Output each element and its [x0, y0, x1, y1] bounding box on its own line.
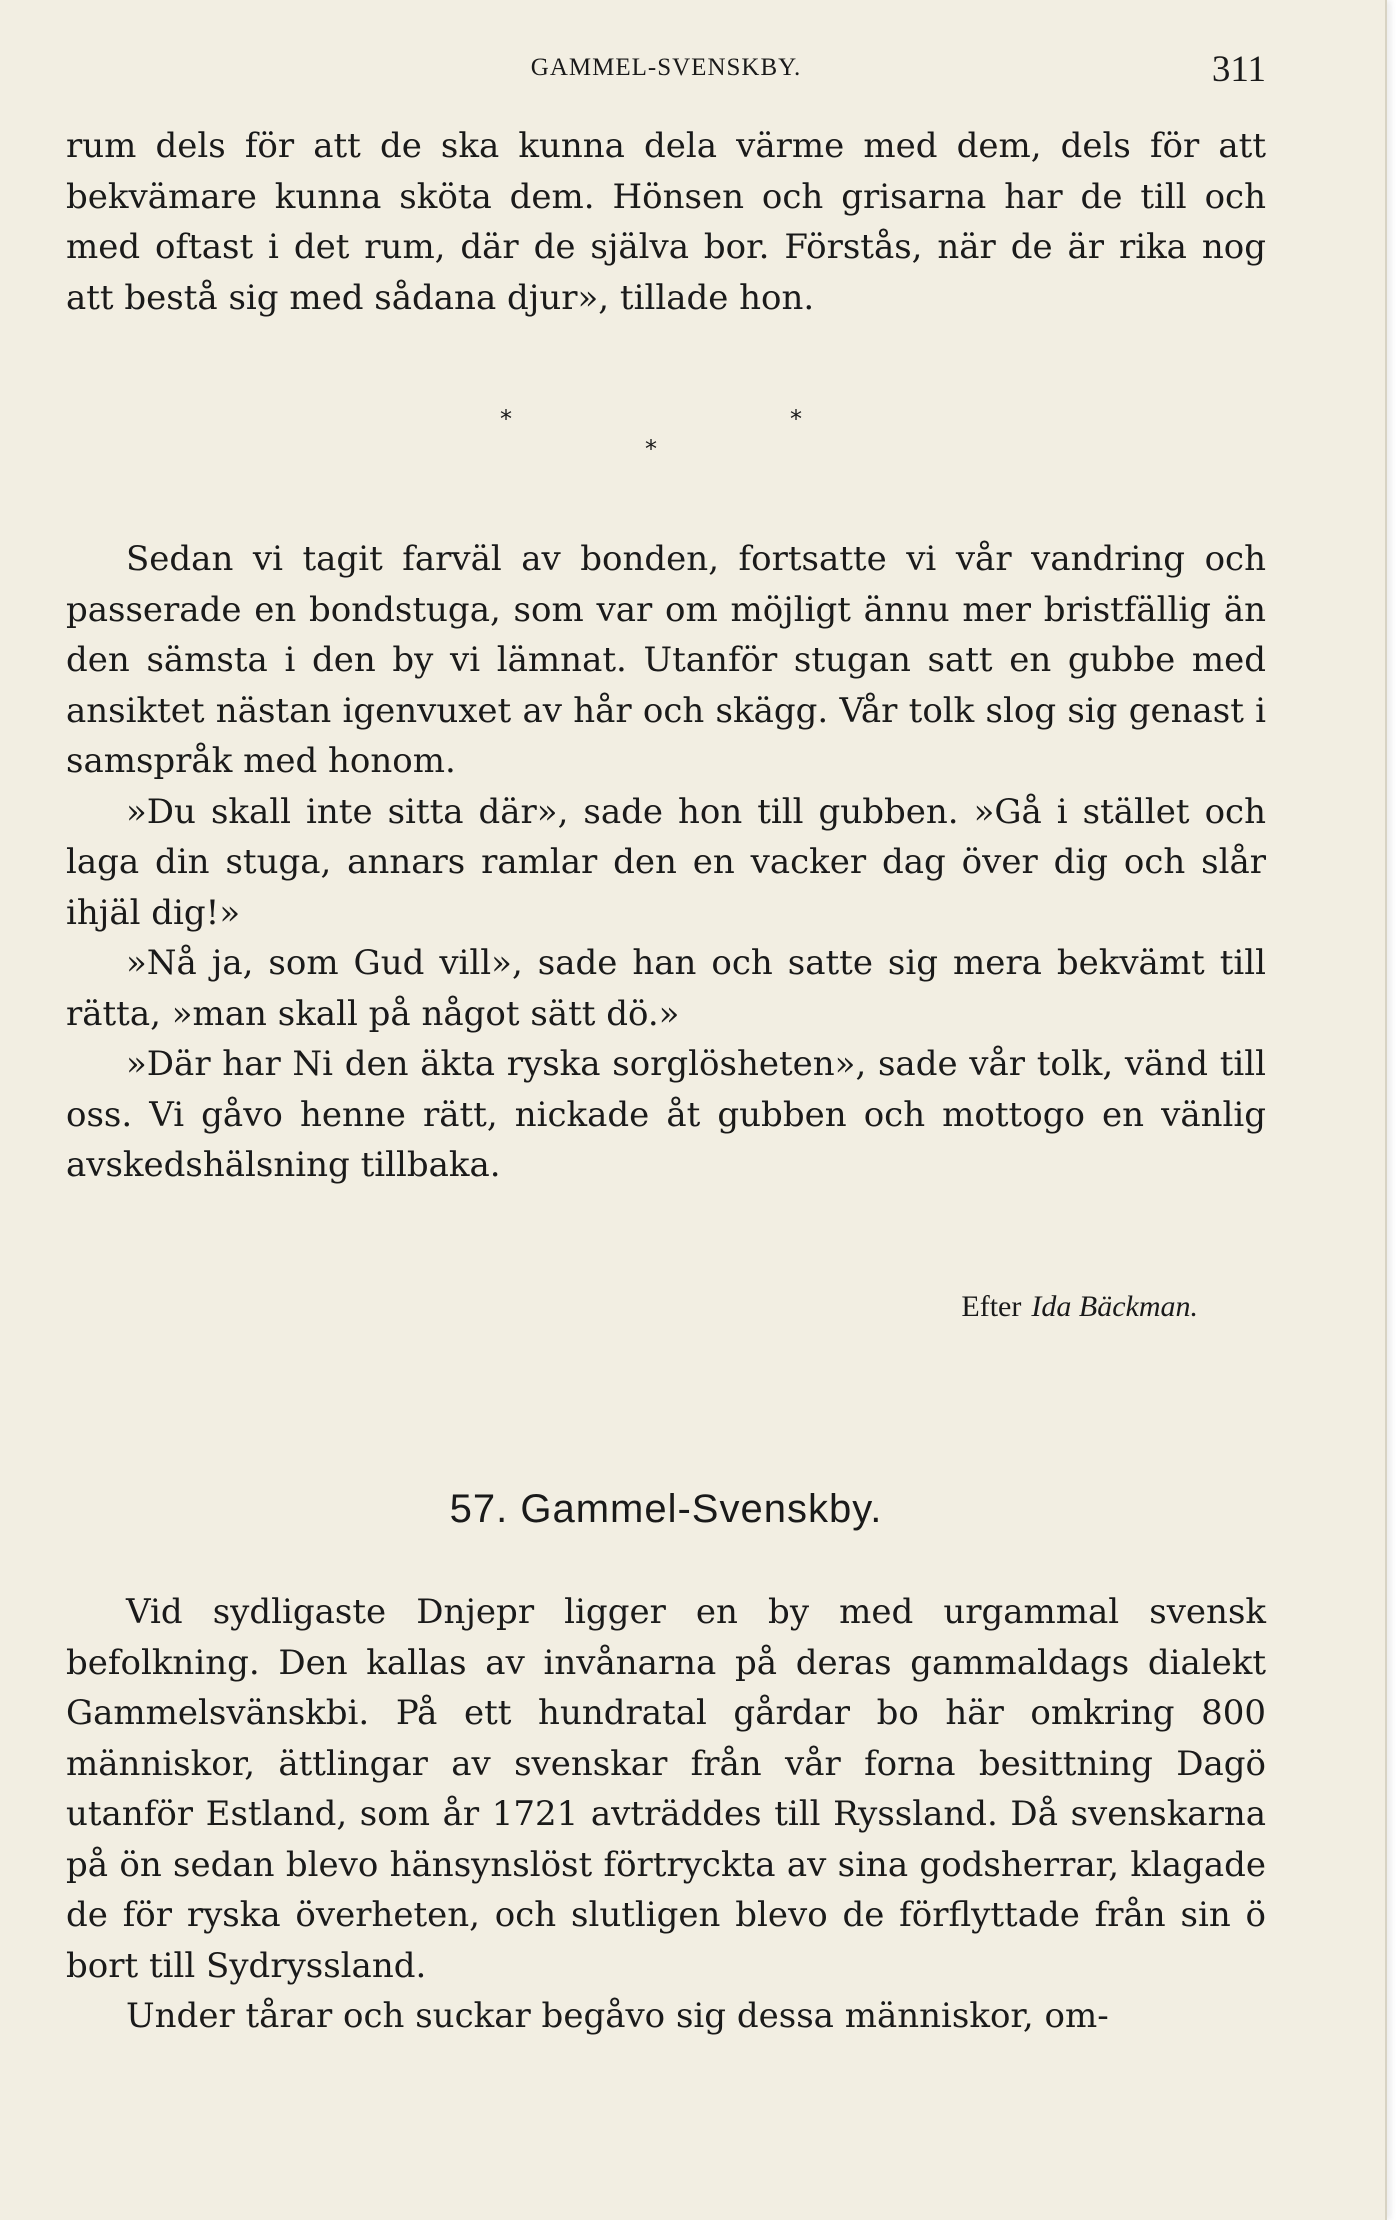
chapter-heading: 57. Gammel-Svenskby. — [449, 1487, 883, 1531]
story-text-block — [66, 534, 1266, 1191]
chapter-text-block — [66, 1587, 1266, 2042]
paragraph: »Där har Ni den äkta ryska sorglösheten», sade vår tolk, vänd till oss. Vi gåvo henne rätt, nickade åt gubben och mottogo en vänlig avskedshälsning tillbaka. — [66, 1044, 1266, 1185]
attribution — [961, 1290, 1198, 1324]
asterisk-ornament: * — [500, 405, 512, 433]
paragraph: »Du skall inte sitta där», sade hon till gubben. »Gå i stället och laga din stuga, annars ramlar den en vacker dag över dig och slår ihjäl dig!» — [66, 791, 1266, 933]
asterisk-ornament: * — [645, 435, 657, 463]
paragraph: »Nå ja, som Gud vill», sade han och satte sig mera bekvämt till rätta, »man skall på något sätt dö.» — [66, 943, 1266, 1034]
paragraph: Sedan vi tagit farväl av bonden, fortsatte vi vår vandring och passerade en bondstuga, som var om möjligt ännu mer bristfällig än den sämsta i den by vi lämnat. Utanför stugan satt en gubbe med ansiktet nästan igenvuxet av hår och skägg. Vår tolk slog sig genast i samspråk med honom. — [66, 539, 1266, 781]
attribution-author: Ida Bäckman. — [1031, 1290, 1198, 1323]
continued-text-block — [66, 121, 1266, 323]
running-title: GAMMEL-SVENSKBY. — [530, 54, 802, 81]
paragraph: Under tårar och suckar begåvo sig dessa människor, om- — [126, 1996, 1109, 2036]
paragraph: Vid sydligaste Dnjepr ligger en by med urgammal svensk befolkning. Den kallas av invånarna på deras gammaldags dialekt Gammelsvänskbi. På ett hundratal gårdar bo här omkring 800 människor, ättlingar av svenskar från vår forna besittning Dagö utanför Estland, som år 1721 avträddes till Ryssland. Då svenskarna på ön sedan blevo hänsynslöst förtryckta av sina godsherrar, klagade de för ryska överheten, och slutligen blevo de förflyttade från sin ö bort till Sydryssland. — [66, 1592, 1266, 1986]
page-number: 311 — [1211, 49, 1266, 90]
paragraph: rum dels för att de ska kunna dela värme med dem, dels för att bekvämare kunna sköta dem. Hönsen och grisarna har de till och med oftast i det rum, där de själva bor. Förstås, när de är rika nog att bestå sig med sådana djur», tillade hon. — [66, 126, 1266, 318]
asterisk-ornament: * — [790, 405, 802, 433]
attribution-prefix: Efter — [961, 1290, 1022, 1323]
section-separator — [490, 407, 830, 467]
running-head — [66, 48, 1266, 88]
